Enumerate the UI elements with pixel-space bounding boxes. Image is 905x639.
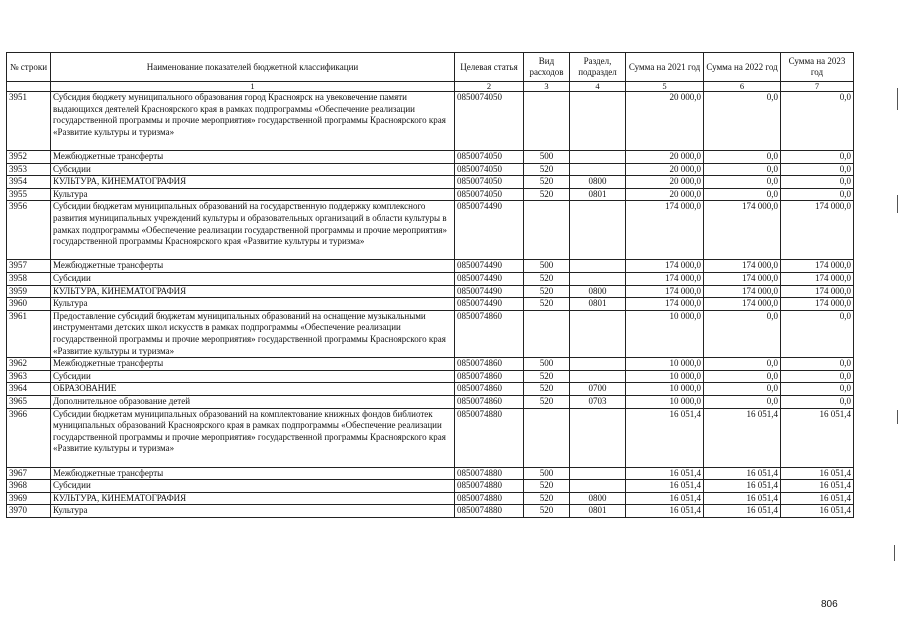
row-number: 3958 [7,272,51,285]
table-row [7,285,854,298]
row-sum-2021: 174 000,0 [626,260,704,273]
row-sum-2021: 20 000,0 [626,163,704,176]
row-sum-2023: 16 051,4 [781,467,854,480]
table-row [7,408,854,467]
header-target: Целевая статья [455,53,524,82]
row-sum-2023: 0,0 [781,395,854,408]
row-sum-2022: 0,0 [704,370,781,383]
row-number: 3957 [7,260,51,273]
row-sum-2021: 10 000,0 [626,370,704,383]
row-sum-2022: 174 000,0 [704,201,781,260]
row-sum-2022: 0,0 [704,383,781,396]
row-sum-2023: 16 051,4 [781,408,854,467]
row-expense-kind [524,408,570,467]
table-row [7,505,854,518]
row-target-code: 0850074880 [455,480,524,493]
column-index: 5 [626,82,704,92]
row-sum-2023: 0,0 [781,92,854,151]
row-sum-2023: 174 000,0 [781,285,854,298]
row-name: КУЛЬТУРА, КИНЕМАТОГРАФИЯ [51,176,455,189]
table-row [7,176,854,189]
table-row [7,395,854,408]
table-body [7,92,854,518]
row-number: 3964 [7,383,51,396]
table-row [7,370,854,383]
row-section-code [570,310,626,357]
row-sum-2021: 16 051,4 [626,505,704,518]
row-section-code [570,408,626,467]
row-target-code: 0850074490 [455,285,524,298]
row-expense-kind: 520 [524,395,570,408]
row-sum-2022: 0,0 [704,188,781,201]
row-section-code: 0703 [570,395,626,408]
row-expense-kind: 520 [524,163,570,176]
row-name: Межбюджетные трансферты [51,467,455,480]
row-name: ОБРАЗОВАНИЕ [51,383,455,396]
row-sum-2021: 20 000,0 [626,151,704,164]
table-row [7,383,854,396]
header-kind: Вид расходов [524,53,570,82]
table-row [7,188,854,201]
row-sum-2021: 16 051,4 [626,492,704,505]
row-expense-kind: 520 [524,505,570,518]
row-section-code [570,272,626,285]
column-index-row [7,82,854,92]
table-row [7,92,854,151]
row-name: Культура [51,188,455,201]
row-target-code: 0850074860 [455,370,524,383]
row-sum-2023: 16 051,4 [781,505,854,518]
scan-edge-mark [897,195,898,213]
column-index: 2 [455,82,524,92]
row-name: Субсидии [51,370,455,383]
row-sum-2021: 174 000,0 [626,272,704,285]
row-number: 3966 [7,408,51,467]
row-sum-2023: 174 000,0 [781,260,854,273]
row-sum-2021: 20 000,0 [626,188,704,201]
row-expense-kind: 520 [524,370,570,383]
row-sum-2021: 20 000,0 [626,92,704,151]
row-sum-2022: 0,0 [704,163,781,176]
row-name: Субсидии [51,480,455,493]
table-row [7,310,854,357]
row-number: 3955 [7,188,51,201]
row-section-code [570,480,626,493]
table-row [7,358,854,371]
row-expense-kind: 500 [524,358,570,371]
row-expense-kind [524,92,570,151]
row-number: 3969 [7,492,51,505]
row-number: 3953 [7,163,51,176]
row-target-code: 0850074860 [455,358,524,371]
row-section-code [570,163,626,176]
row-sum-2021: 10 000,0 [626,358,704,371]
row-section-code: 0801 [570,505,626,518]
row-target-code: 0850074050 [455,188,524,201]
table-row [7,151,854,164]
row-target-code: 0850074880 [455,492,524,505]
row-name: Дополнительное образование детей [51,395,455,408]
column-index: 6 [704,82,781,92]
header-sum-2021: Сумма на 2021 год [626,53,704,82]
column-index: 3 [524,82,570,92]
row-section-code [570,92,626,151]
row-name: Межбюджетные трансферты [51,358,455,371]
row-sum-2023: 174 000,0 [781,201,854,260]
row-sum-2021: 16 051,4 [626,467,704,480]
row-target-code: 0850074860 [455,395,524,408]
row-sum-2023: 174 000,0 [781,272,854,285]
row-number: 3965 [7,395,51,408]
row-target-code: 0850074490 [455,272,524,285]
table-row [7,480,854,493]
row-name: КУЛЬТУРА, КИНЕМАТОГРАФИЯ [51,492,455,505]
row-sum-2021: 16 051,4 [626,408,704,467]
row-sum-2022: 0,0 [704,92,781,151]
row-sum-2023: 16 051,4 [781,492,854,505]
row-expense-kind: 520 [524,176,570,189]
row-expense-kind: 520 [524,188,570,201]
row-target-code: 0850074050 [455,163,524,176]
row-name: Межбюджетные трансферты [51,260,455,273]
row-name: Культура [51,298,455,311]
row-number: 3951 [7,92,51,151]
row-sum-2023: 0,0 [781,310,854,357]
row-sum-2021: 10 000,0 [626,383,704,396]
column-index: 1 [51,82,455,92]
row-sum-2023: 0,0 [781,383,854,396]
header-name: Наименование показателей бюджетной классификации [51,53,455,82]
row-sum-2021: 16 051,4 [626,480,704,493]
row-target-code: 0850074490 [455,260,524,273]
row-expense-kind [524,201,570,260]
row-number: 3960 [7,298,51,311]
header-sum-2022: Сумма на 2022 год [704,53,781,82]
column-index: 4 [570,82,626,92]
row-section-code [570,260,626,273]
table-row [7,272,854,285]
table-row [7,163,854,176]
row-target-code: 0850074880 [455,408,524,467]
row-name: Межбюджетные трансферты [51,151,455,164]
header-num: № строки [7,53,51,82]
row-sum-2021: 10 000,0 [626,310,704,357]
table-row [7,201,854,260]
row-sum-2022: 16 051,4 [704,492,781,505]
column-index-blank [7,82,51,92]
row-number: 3962 [7,358,51,371]
row-sum-2022: 0,0 [704,151,781,164]
row-sum-2022: 174 000,0 [704,272,781,285]
row-sum-2023: 0,0 [781,188,854,201]
row-sum-2023: 0,0 [781,151,854,164]
table-row [7,298,854,311]
table-row [7,467,854,480]
row-name: Субсидии бюджетам муниципальных образований на комплектование книжных фондов библиотек муниципальных образований Красноярского края в рамках подпрограммы «Обеспечение реализации государственной программы и прочие мероприятия» государственной программы Красноярского края «Развитие культуры и туризма» [51,408,455,467]
row-number: 3963 [7,370,51,383]
row-sum-2021: 174 000,0 [626,201,704,260]
row-expense-kind: 520 [524,492,570,505]
row-name: Субсидии [51,163,455,176]
row-number: 3954 [7,176,51,189]
row-sum-2021: 10 000,0 [626,395,704,408]
row-number: 3968 [7,480,51,493]
scan-edge-mark [894,545,895,561]
row-sum-2022: 174 000,0 [704,285,781,298]
row-target-code: 0850074490 [455,201,524,260]
row-name: Субсидии [51,272,455,285]
row-expense-kind: 500 [524,260,570,273]
header-row [7,53,854,82]
row-section-code: 0800 [570,176,626,189]
row-section-code [570,370,626,383]
row-expense-kind: 500 [524,467,570,480]
row-sum-2022: 16 051,4 [704,408,781,467]
row-name: Субсидия бюджету муниципального образования город Красноярск на увековечение памяти выдающихся деятелей Красноярского края в рамках подпрограммы «Обеспечение реализации государственной программы и прочие мероприятия» государственной программы Красноярского края «Развитие культуры и туризма» [51,92,455,151]
row-number: 3970 [7,505,51,518]
row-expense-kind [524,310,570,357]
row-section-code: 0700 [570,383,626,396]
header-section: Раздел, подраздел [570,53,626,82]
row-section-code [570,151,626,164]
row-name: Субсидии бюджетам муниципальных образований на государственную поддержку комплексного развития муниципальных учреждений культуры и образовательных организаций в области культуры в рамках подпрограммы «Обеспечение реализации государственной программы и прочие мероприятия» государственной программы Красноярского края «Развитие культуры и туризма» [51,201,455,260]
row-target-code: 0850074490 [455,298,524,311]
row-sum-2022: 174 000,0 [704,260,781,273]
row-sum-2023: 0,0 [781,358,854,371]
row-expense-kind: 520 [524,480,570,493]
table-row [7,260,854,273]
row-section-code [570,201,626,260]
header-sum-2023: Сумма на 2023 год [781,53,854,82]
row-sum-2021: 174 000,0 [626,285,704,298]
row-target-code: 0850074860 [455,383,524,396]
row-number: 3959 [7,285,51,298]
row-sum-2022: 16 051,4 [704,505,781,518]
table-row [7,492,854,505]
row-name: КУЛЬТУРА, КИНЕМАТОГРАФИЯ [51,285,455,298]
row-sum-2023: 0,0 [781,370,854,383]
row-number: 3952 [7,151,51,164]
budget-table [6,52,854,518]
row-name: Культура [51,505,455,518]
row-section-code: 0801 [570,298,626,311]
row-section-code: 0800 [570,285,626,298]
row-sum-2022: 0,0 [704,395,781,408]
row-expense-kind: 520 [524,298,570,311]
row-section-code: 0800 [570,492,626,505]
row-target-code: 0850074880 [455,505,524,518]
row-name: Предоставление субсидий бюджетам муниципальных образований на оснащение музыкальными инструментами детских школ искусств в рамках подпрограммы «Обеспечение реализации государственной программы и прочие мероприятия» государственной программы Красноярского края «Развитие культуры и туризма» [51,310,455,357]
row-number: 3961 [7,310,51,357]
row-sum-2022: 174 000,0 [704,298,781,311]
row-number: 3967 [7,467,51,480]
row-number: 3956 [7,201,51,260]
row-section-code [570,358,626,371]
row-section-code [570,467,626,480]
row-target-code: 0850074050 [455,176,524,189]
row-target-code: 0850074050 [455,151,524,164]
page-number: 806 [821,599,838,610]
scan-edge-mark [897,410,898,424]
row-sum-2022: 16 051,4 [704,480,781,493]
row-section-code: 0801 [570,188,626,201]
column-index: 7 [781,82,854,92]
row-sum-2021: 20 000,0 [626,176,704,189]
row-sum-2022: 0,0 [704,310,781,357]
row-sum-2023: 16 051,4 [781,480,854,493]
row-expense-kind: 520 [524,272,570,285]
row-sum-2023: 0,0 [781,163,854,176]
row-expense-kind: 520 [524,285,570,298]
row-sum-2023: 174 000,0 [781,298,854,311]
row-target-code: 0850074050 [455,92,524,151]
row-expense-kind: 520 [524,383,570,396]
row-sum-2022: 0,0 [704,358,781,371]
row-sum-2022: 0,0 [704,176,781,189]
row-target-code: 0850074860 [455,310,524,357]
row-sum-2021: 174 000,0 [626,298,704,311]
row-expense-kind: 500 [524,151,570,164]
row-target-code: 0850074880 [455,467,524,480]
row-sum-2022: 16 051,4 [704,467,781,480]
row-sum-2023: 0,0 [781,176,854,189]
scan-edge-mark [897,88,898,110]
